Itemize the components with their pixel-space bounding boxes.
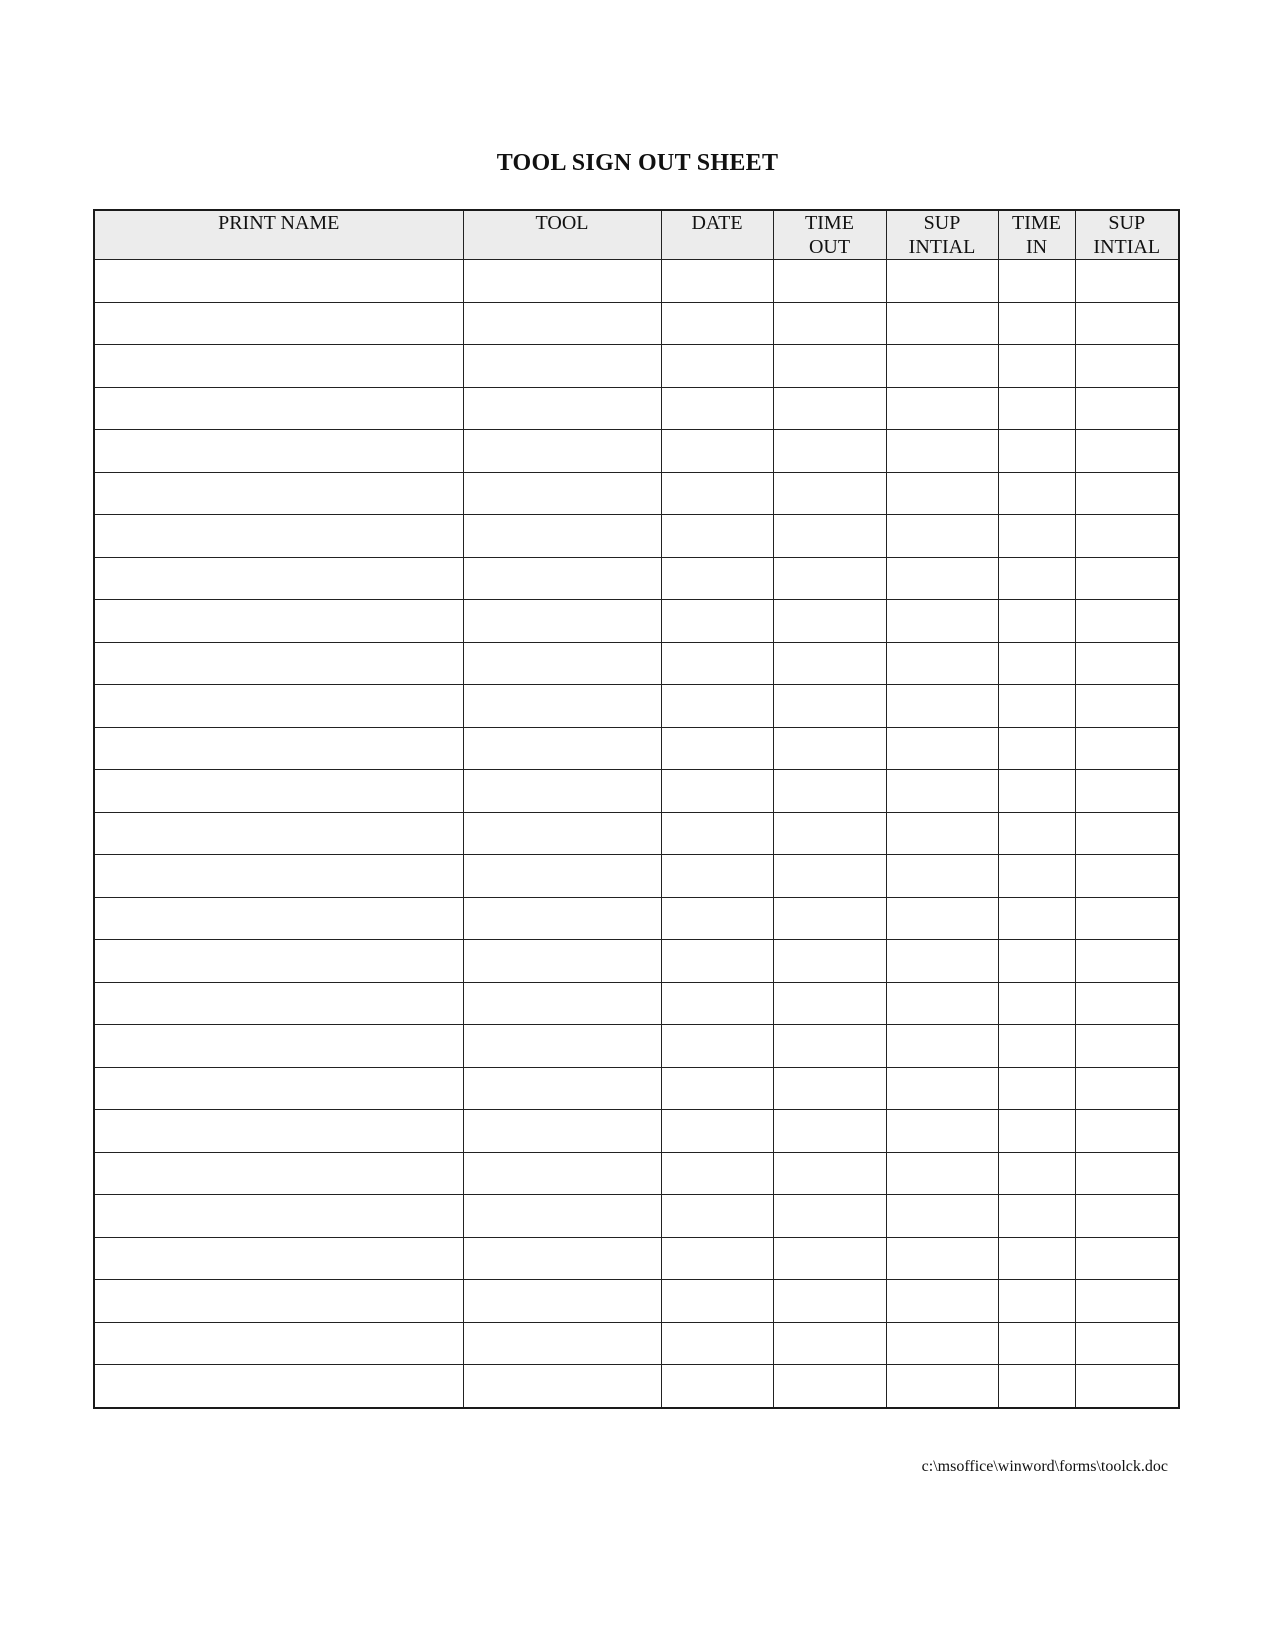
table-cell[interactable] (661, 1025, 773, 1068)
table-cell[interactable] (1075, 1365, 1179, 1408)
table-cell[interactable] (998, 1025, 1075, 1068)
table-cell[interactable] (886, 1152, 998, 1195)
table-cell[interactable] (463, 345, 661, 388)
column-header-line1: SUP (923, 212, 961, 234)
table-row (94, 430, 1179, 473)
table-cell[interactable] (773, 642, 886, 685)
table-cell[interactable] (1075, 770, 1179, 813)
table-cell[interactable] (1075, 1237, 1179, 1280)
table-cell[interactable] (998, 557, 1075, 600)
table-cell[interactable] (773, 685, 886, 728)
table-cell[interactable] (886, 1322, 998, 1365)
table-cell[interactable] (94, 302, 463, 345)
table-cell[interactable] (661, 600, 773, 643)
table-cell[interactable] (886, 600, 998, 643)
table-cell[interactable] (998, 1110, 1075, 1153)
table-cell[interactable] (886, 940, 998, 983)
table-cell[interactable] (463, 940, 661, 983)
table-cell[interactable] (94, 472, 463, 515)
table-cell[interactable] (886, 982, 998, 1025)
table-cell[interactable] (886, 387, 998, 430)
table-cell[interactable] (1075, 600, 1179, 643)
table-cell[interactable] (661, 982, 773, 1025)
column-header-date (661, 210, 773, 260)
table-cell[interactable] (463, 557, 661, 600)
table-cell[interactable] (1075, 387, 1179, 430)
table-row (94, 982, 1179, 1025)
table-body (94, 260, 1179, 1408)
table-cell[interactable] (773, 472, 886, 515)
table-cell[interactable] (886, 1025, 998, 1068)
table-cell[interactable] (1075, 642, 1179, 685)
table-cell[interactable] (773, 1025, 886, 1068)
column-header-time-out (773, 210, 886, 260)
table-cell[interactable] (773, 940, 886, 983)
table-cell[interactable] (773, 1280, 886, 1323)
table-row (94, 727, 1179, 770)
table-row (94, 557, 1179, 600)
column-header-tool (463, 210, 661, 260)
table-cell[interactable] (1075, 1280, 1179, 1323)
table-cell[interactable] (94, 1237, 463, 1280)
table-cell[interactable] (94, 1322, 463, 1365)
table-cell[interactable] (998, 685, 1075, 728)
table-cell[interactable] (1075, 1322, 1179, 1365)
table-cell[interactable] (773, 515, 886, 558)
table-cell[interactable] (998, 642, 1075, 685)
table-cell[interactable] (886, 1237, 998, 1280)
table-cell[interactable] (773, 1110, 886, 1153)
table-cell[interactable] (998, 897, 1075, 940)
table-cell[interactable] (94, 600, 463, 643)
table-cell[interactable] (773, 345, 886, 388)
table-cell[interactable] (998, 940, 1075, 983)
table-cell[interactable] (886, 345, 998, 388)
table-cell[interactable] (94, 1280, 463, 1323)
table-cell[interactable] (773, 557, 886, 600)
table-cell[interactable] (94, 515, 463, 558)
table-cell[interactable] (661, 812, 773, 855)
table-cell[interactable] (886, 302, 998, 345)
column-header-line1: TIME (1012, 212, 1061, 234)
table-cell[interactable] (773, 1237, 886, 1280)
column-header-sup-initial-in (1075, 210, 1179, 260)
table-cell[interactable] (94, 1067, 463, 1110)
header-row (94, 210, 1179, 260)
table-cell[interactable] (463, 897, 661, 940)
table-cell[interactable] (998, 260, 1075, 303)
table-cell[interactable] (94, 260, 463, 303)
table-row (94, 1025, 1179, 1068)
table-cell[interactable] (773, 1067, 886, 1110)
table-cell[interactable] (1075, 1152, 1179, 1195)
table-cell[interactable] (94, 897, 463, 940)
table-cell[interactable] (998, 600, 1075, 643)
table-cell[interactable] (773, 1195, 886, 1238)
table-cell[interactable] (886, 897, 998, 940)
table-row (94, 600, 1179, 643)
table-cell[interactable] (998, 1067, 1075, 1110)
table-cell[interactable] (94, 557, 463, 600)
table-cell[interactable] (1075, 515, 1179, 558)
table-row (94, 345, 1179, 388)
table-row (94, 260, 1179, 303)
table-cell[interactable] (773, 430, 886, 473)
table-cell[interactable] (1075, 685, 1179, 728)
table-cell[interactable] (998, 430, 1075, 473)
table-cell[interactable] (886, 472, 998, 515)
table-cell[interactable] (94, 642, 463, 685)
table-cell[interactable] (1075, 812, 1179, 855)
table-cell[interactable] (773, 727, 886, 770)
table-cell[interactable] (463, 1280, 661, 1323)
table-cell[interactable] (463, 302, 661, 345)
table-cell[interactable] (463, 727, 661, 770)
table-row (94, 770, 1179, 813)
table-cell[interactable] (661, 855, 773, 898)
table-cell[interactable] (998, 1280, 1075, 1323)
table-cell[interactable] (661, 770, 773, 813)
table-cell[interactable] (1075, 897, 1179, 940)
table-cell[interactable] (661, 940, 773, 983)
table-cell[interactable] (1075, 1025, 1179, 1068)
table-cell[interactable] (94, 1152, 463, 1195)
table-cell[interactable] (463, 1025, 661, 1068)
table-cell[interactable] (773, 812, 886, 855)
table-cell[interactable] (773, 855, 886, 898)
column-header-line1: TOOL (535, 212, 589, 234)
table-cell[interactable] (773, 387, 886, 430)
table-cell[interactable] (886, 260, 998, 303)
table-cell[interactable] (463, 1152, 661, 1195)
table-cell[interactable] (773, 982, 886, 1025)
table-cell[interactable] (886, 430, 998, 473)
table-cell[interactable] (94, 387, 463, 430)
table-cell[interactable] (661, 1110, 773, 1153)
table-cell[interactable] (1075, 1067, 1179, 1110)
table-row (94, 897, 1179, 940)
table-cell[interactable] (998, 1237, 1075, 1280)
table-cell[interactable] (886, 1280, 998, 1323)
table-cell[interactable] (1075, 430, 1179, 473)
table-cell[interactable] (94, 1025, 463, 1068)
table-row (94, 1067, 1179, 1110)
table-row (94, 812, 1179, 855)
table-cell[interactable] (661, 345, 773, 388)
table-cell[interactable] (94, 812, 463, 855)
table-cell[interactable] (773, 1365, 886, 1408)
table-cell[interactable] (1075, 345, 1179, 388)
table-cell[interactable] (463, 770, 661, 813)
footer-file-path: c:\msoffice\winword\forms\toolck.doc (921, 1458, 1168, 1475)
table-cell[interactable] (773, 897, 886, 940)
table-row (94, 1110, 1179, 1153)
table-row (94, 387, 1179, 430)
table-cell[interactable] (463, 812, 661, 855)
table-cell[interactable] (998, 1365, 1075, 1408)
table-cell[interactable] (661, 387, 773, 430)
table-cell[interactable] (998, 472, 1075, 515)
table-cell[interactable] (998, 515, 1075, 558)
table-cell[interactable] (661, 1322, 773, 1365)
table-cell[interactable] (1075, 1110, 1179, 1153)
column-header-print-name (94, 210, 463, 260)
table-cell[interactable] (463, 1365, 661, 1408)
column-header-sup-initial-out (886, 210, 998, 260)
table-cell[interactable] (886, 855, 998, 898)
table-cell[interactable] (998, 770, 1075, 813)
table-cell[interactable] (463, 1322, 661, 1365)
table-cell[interactable] (998, 302, 1075, 345)
table-cell[interactable] (94, 855, 463, 898)
table-cell[interactable] (886, 1195, 998, 1238)
table-cell[interactable] (998, 387, 1075, 430)
column-header-line2: INTIAL (908, 236, 976, 258)
table-cell[interactable] (1075, 557, 1179, 600)
table-cell[interactable] (463, 1067, 661, 1110)
table-row (94, 515, 1179, 558)
table-cell[interactable] (998, 812, 1075, 855)
table-cell[interactable] (886, 557, 998, 600)
table-cell[interactable] (773, 1152, 886, 1195)
column-header-line2: OUT (808, 236, 851, 258)
table-cell[interactable] (998, 982, 1075, 1025)
table-cell[interactable] (94, 982, 463, 1025)
column-header-line1: TIME (805, 212, 854, 234)
table-cell[interactable] (661, 557, 773, 600)
table-row (94, 1195, 1179, 1238)
table-cell[interactable] (94, 1195, 463, 1238)
table-cell[interactable] (463, 1237, 661, 1280)
table-cell[interactable] (1075, 940, 1179, 983)
table-cell[interactable] (463, 855, 661, 898)
table-cell[interactable] (661, 685, 773, 728)
table-cell[interactable] (94, 430, 463, 473)
table-cell[interactable] (1075, 1195, 1179, 1238)
table-cell[interactable] (463, 982, 661, 1025)
table-cell[interactable] (661, 1152, 773, 1195)
table-cell[interactable] (1075, 855, 1179, 898)
table-cell[interactable] (998, 1152, 1075, 1195)
table-cell[interactable] (661, 727, 773, 770)
table-cell[interactable] (661, 302, 773, 345)
table-cell[interactable] (661, 472, 773, 515)
table-cell[interactable] (463, 472, 661, 515)
table-cell[interactable] (94, 345, 463, 388)
table-row (94, 1322, 1179, 1365)
table-cell[interactable] (661, 1237, 773, 1280)
table-cell[interactable] (773, 302, 886, 345)
table-cell[interactable] (1075, 260, 1179, 303)
table-row (94, 1365, 1179, 1408)
table-cell[interactable] (463, 600, 661, 643)
table-cell[interactable] (463, 1195, 661, 1238)
table-cell[interactable] (886, 727, 998, 770)
table-cell[interactable] (886, 515, 998, 558)
table-cell[interactable] (463, 387, 661, 430)
table-cell[interactable] (1075, 472, 1179, 515)
table-cell[interactable] (661, 430, 773, 473)
column-header-line2: IN (1025, 236, 1048, 258)
table-cell[interactable] (998, 1195, 1075, 1238)
table-cell[interactable] (463, 1110, 661, 1153)
table-cell[interactable] (94, 685, 463, 728)
table-cell[interactable] (773, 1322, 886, 1365)
table-cell[interactable] (463, 642, 661, 685)
table-cell[interactable] (661, 1365, 773, 1408)
table-cell[interactable] (661, 260, 773, 303)
table-cell[interactable] (773, 260, 886, 303)
table-cell[interactable] (463, 260, 661, 303)
table-cell[interactable] (661, 1280, 773, 1323)
table-cell[interactable] (94, 770, 463, 813)
table-cell[interactable] (94, 1365, 463, 1408)
column-header-time-in (998, 210, 1075, 260)
table-cell[interactable] (998, 345, 1075, 388)
table-row (94, 940, 1179, 983)
table-cell[interactable] (886, 812, 998, 855)
table-cell[interactable] (463, 515, 661, 558)
column-header-line1: PRINT NAME (218, 212, 340, 234)
table-cell[interactable] (94, 940, 463, 983)
table-cell[interactable] (661, 897, 773, 940)
table-cell[interactable] (1075, 302, 1179, 345)
table-row (94, 642, 1179, 685)
column-header-line1: DATE (691, 212, 743, 234)
table-cell[interactable] (886, 685, 998, 728)
page-title: TOOL SIGN OUT SHEET (496, 150, 779, 176)
table-cell[interactable] (998, 855, 1075, 898)
table-row (94, 1237, 1179, 1280)
table-cell[interactable] (463, 430, 661, 473)
table-cell[interactable] (661, 515, 773, 558)
table-cell[interactable] (773, 770, 886, 813)
table-cell[interactable] (94, 727, 463, 770)
table-cell[interactable] (661, 1195, 773, 1238)
table-cell[interactable] (661, 642, 773, 685)
column-header-line2: INTIAL (1093, 236, 1161, 258)
table-cell[interactable] (661, 1067, 773, 1110)
column-header-line1: SUP (1108, 212, 1146, 234)
table-row (94, 1280, 1179, 1323)
table-cell[interactable] (886, 1110, 998, 1153)
table-cell[interactable] (886, 642, 998, 685)
table-cell[interactable] (886, 770, 998, 813)
table-row (94, 302, 1179, 345)
table-row (94, 472, 1179, 515)
table-cell[interactable] (94, 1110, 463, 1153)
table-cell[interactable] (886, 1365, 998, 1408)
table-cell[interactable] (998, 1322, 1075, 1365)
table-cell[interactable] (1075, 982, 1179, 1025)
table-row (94, 685, 1179, 728)
table-row (94, 1152, 1179, 1195)
table-cell[interactable] (1075, 727, 1179, 770)
table-cell[interactable] (886, 1067, 998, 1110)
table-cell[interactable] (773, 600, 886, 643)
sign-out-table (93, 209, 1180, 1409)
table-cell[interactable] (998, 727, 1075, 770)
table-cell[interactable] (463, 685, 661, 728)
table-row (94, 855, 1179, 898)
